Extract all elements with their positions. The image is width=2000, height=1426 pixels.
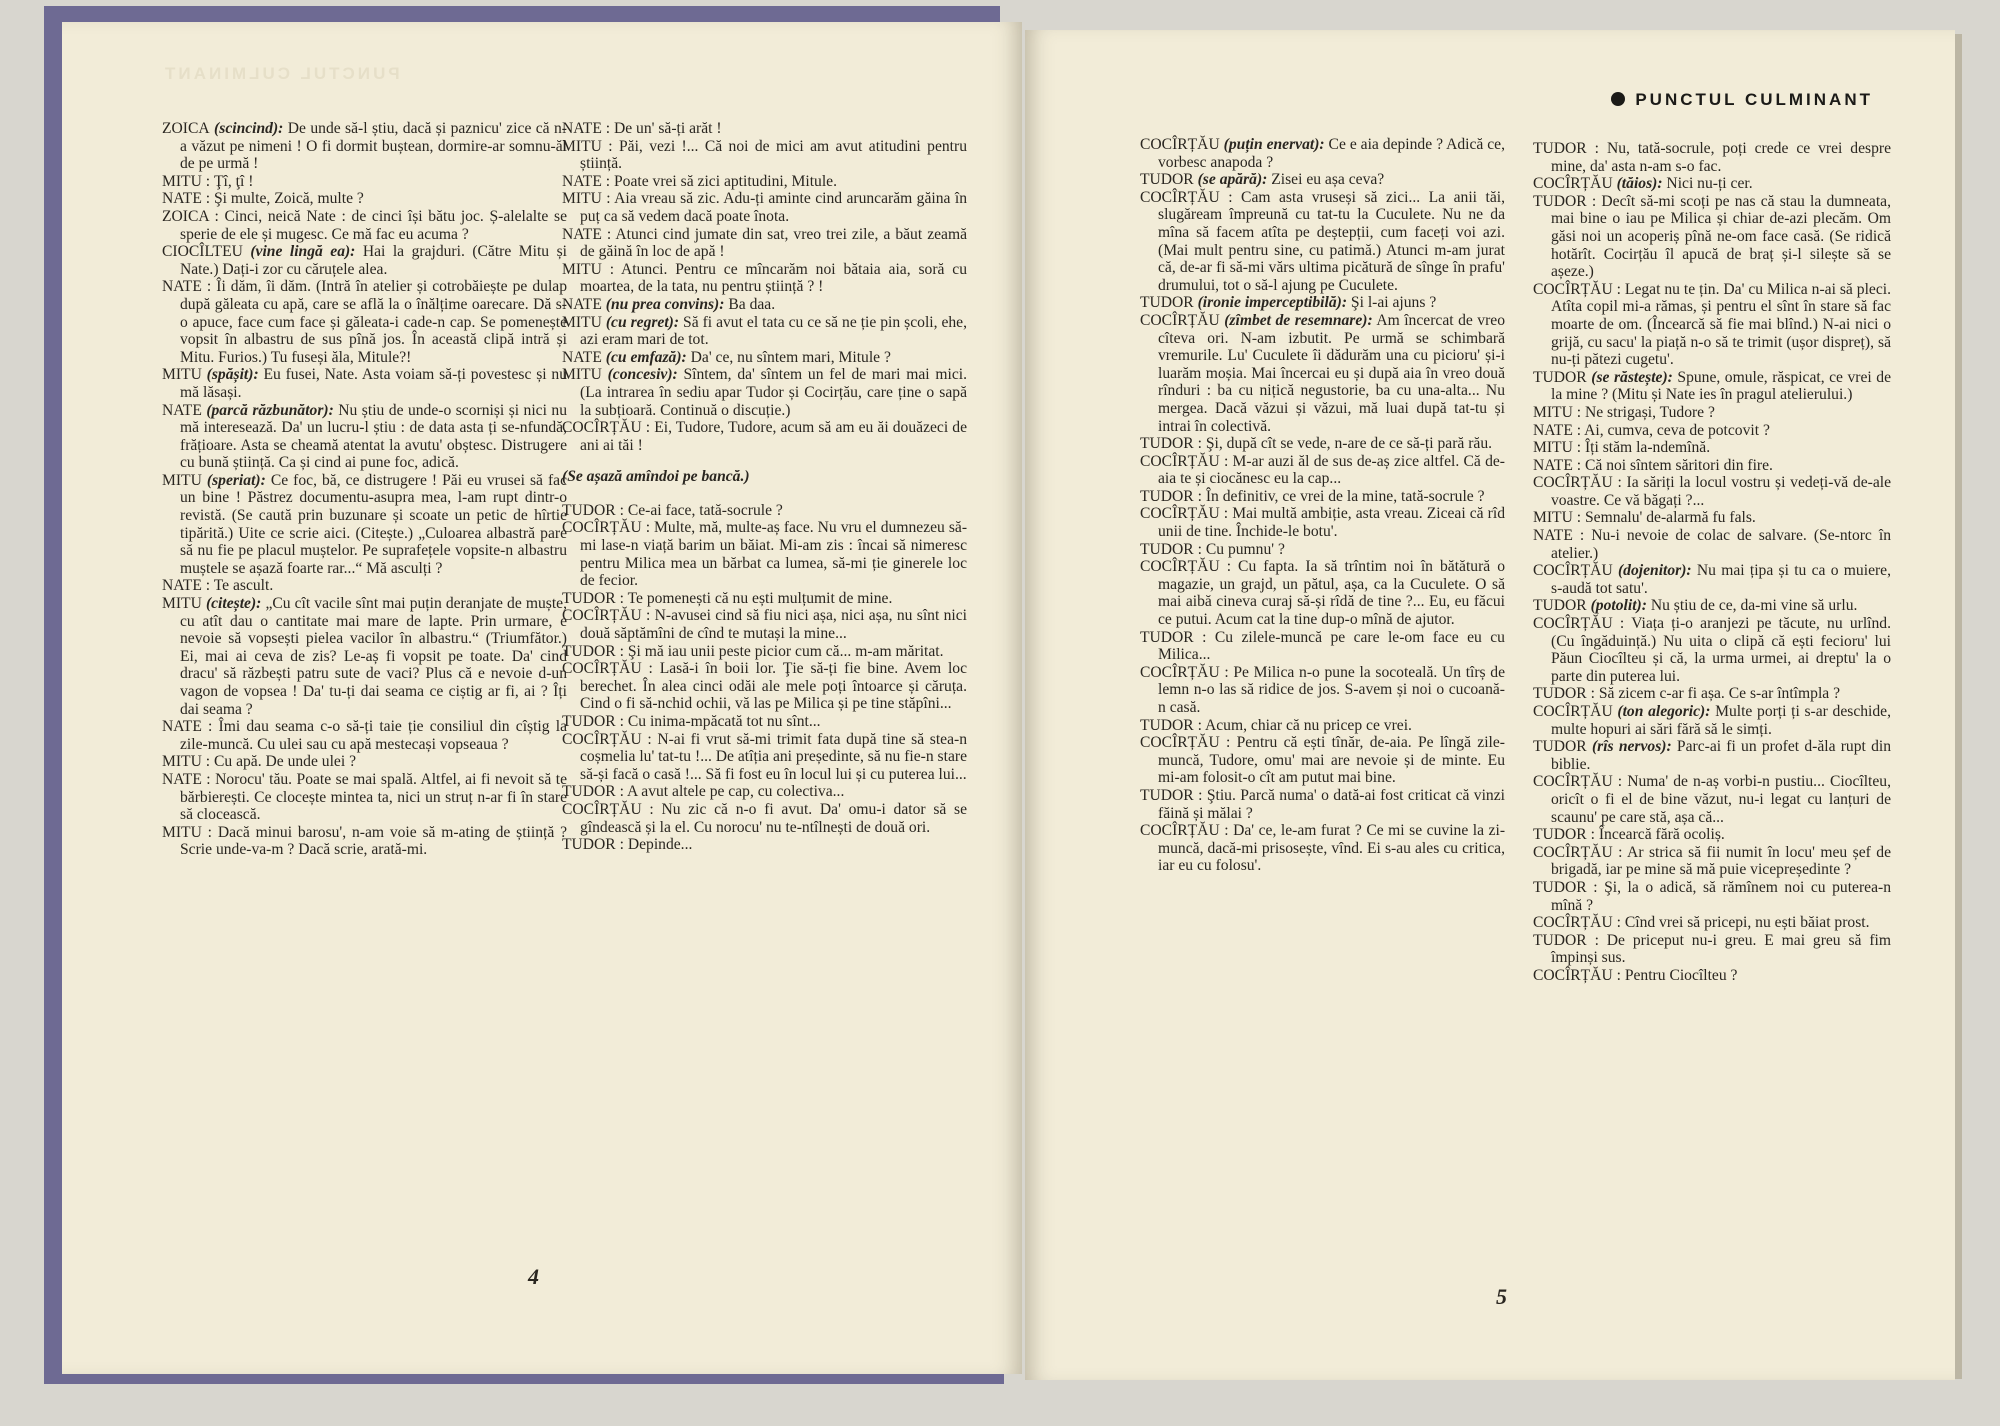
speaker-name: TUDOR : bbox=[1533, 931, 1599, 949]
dialogue-line bbox=[162, 771, 567, 824]
dialogue-line bbox=[562, 296, 967, 314]
dialogue-text: Aia vreau să zic. Adu-ți aminte cind aruncarăm găina în puț ca să vedem dacă poate înota. bbox=[580, 190, 968, 225]
dialogue-text: Numa' de n-aș vorbi-n pustiu... Ciocîlteu, oricît o fi el de bine văzut, nu-i legat cu lanțuri de scaunu' pe care stă, așa că... bbox=[1551, 773, 1892, 826]
speaker-name: COCÎRȚĂU bbox=[1140, 311, 1220, 329]
dialogue-text: Dacă minui barosu', n-am voie să m-ating de știință ? Scrie unde-va-m ? Dacă scrie, arată-mi. bbox=[180, 823, 567, 859]
dialogue-line bbox=[162, 753, 567, 771]
dialogue-line bbox=[1533, 281, 1891, 369]
dialogue-text: Semnalu' de-alarmă fu fals. bbox=[1581, 509, 1756, 527]
speaker-direction: (parcă răzbunător): bbox=[201, 401, 334, 419]
speaker-name: NATE : bbox=[162, 718, 213, 736]
dialogue-line bbox=[1533, 439, 1891, 457]
dialogue-text: Eu fusei, Nate. Asta voiam să-ți povestesc și nu mă lăsași. bbox=[180, 366, 568, 401]
column-3 bbox=[1140, 136, 1505, 875]
speaker-direction: (scincind): bbox=[209, 120, 284, 137]
dialogue-line bbox=[1533, 175, 1891, 193]
column-2 bbox=[562, 120, 967, 854]
dialogue-text: Păi, vezi !... Că noi de mici am avut atitudini pentru știință. bbox=[580, 137, 967, 173]
dialogue-text: Te ascult. bbox=[210, 577, 274, 595]
speaker-name: COCÎRȚĂU : bbox=[1533, 280, 1621, 298]
speaker-name: NATE : bbox=[162, 770, 211, 788]
speaker-name: TUDOR bbox=[1140, 171, 1194, 189]
speaker-name: COCÎRȚĂU : bbox=[1140, 822, 1229, 840]
dialogue-text: Cu zilele-muncă pe care le-om face eu cu Milica... bbox=[1158, 628, 1505, 664]
dialogue-text: Şi l-ai ajuns ? bbox=[1347, 294, 1437, 312]
dialogue-line bbox=[1140, 787, 1505, 822]
speaker-name: ZOICA : bbox=[162, 207, 219, 225]
dialogue-line bbox=[562, 314, 967, 349]
dialogue-text: Ei, Tudore, Tudore, acum să am eu ăi douăzeci de ani ai tăi ! bbox=[580, 419, 967, 454]
speaker-direction: (ton alegoric): bbox=[1612, 703, 1711, 720]
speaker-name: COCÎRȚĂU : bbox=[1140, 734, 1231, 752]
dialogue-line bbox=[162, 173, 567, 191]
dialogue-text: Nu mai țipa și tu ca o muiere, s-audă tot satu'. bbox=[1551, 562, 1891, 597]
dialogue-line bbox=[562, 801, 967, 836]
speaker-name: TUDOR : bbox=[562, 713, 624, 730]
dialogue-text: Îi dăm, îi dăm. (Intră în atelier și cotrobăiește pe dulap după găleata cu apă, care se află la o înălțime oarecare. Dă s-o apuce, face cum face și găleata-i cade-n cap. Se pomenește vopsit în albastru de sus pînă jos. În această clipă intră și Mitu. Furios.) Tu fuseși ăla, Mitule?! bbox=[180, 278, 568, 366]
dialogue-text: N-ai fi vrut să-mi trimit fata după tine să stea-n coșmelia lu' tat-tu !... De atîția ani președinte, să nu fie-n stare să-și facă o casă !... Să fi fost eu în locul lui și cu puterea lui... bbox=[580, 730, 968, 783]
dialogue-text: M-ar auzi ăl de sus de-aș zice altfel. Că de-aia te și ciocănesc eu la cap... bbox=[1158, 452, 1506, 488]
speaker-name: COCÎRȚĂU : bbox=[1140, 558, 1232, 576]
speaker-name: COCÎRȚĂU : bbox=[1533, 843, 1623, 861]
speaker-name: MITU bbox=[162, 471, 202, 489]
dialogue-line bbox=[162, 472, 567, 578]
dialogue-line bbox=[1533, 509, 1891, 527]
dialogue-text: Şi multe, Zoică, multe ? bbox=[210, 190, 364, 208]
speaker-direction: (dojenitor): bbox=[1612, 562, 1692, 580]
speaker-direction: (ironie imperceptibilă): bbox=[1193, 294, 1348, 312]
speaker-direction: (speriat): bbox=[201, 471, 266, 489]
dialogue-line bbox=[162, 577, 567, 595]
dialogue-text: Cu apă. De unde ulei ? bbox=[210, 753, 357, 771]
speaker-name: TUDOR : bbox=[1140, 786, 1203, 804]
dialogue-text: Şi mă iau unii peste picior cum că... m-am măritat. bbox=[623, 642, 944, 660]
dialogue-text: Îmi dau seama c-o să-ți taie ție consiliul din cîștig la zile-muncă. Cu ulei sau cu apă mestecași vopseaua ? bbox=[180, 718, 567, 753]
dialogue-text: Ce foc, bă, ce distrugere ! Păi eu vrusei să fac un bine ! Păstrez documentu-asupra mea, l-am rupt dintr-o revistă. (Se caută prin buzunare și scoate un petic de hîrtie tipărită.) Uite ce scrie aici. (Citește.) „Culoarea albastră pare să nu fie pe placul muștelor. Pe suprafețele vopsite-n albastru muștele se așază foarte rar...“ Mă asculți ? bbox=[180, 471, 568, 577]
dialogue-line bbox=[1533, 597, 1891, 615]
dialogue-text: Atunci cind jumate din sat, vreo trei zile, a băut zeamă de găină în loc de apă ! bbox=[580, 225, 968, 261]
speaker-name: MITU : bbox=[162, 823, 212, 841]
dialogue-line bbox=[562, 607, 967, 642]
left-page bbox=[62, 22, 1022, 1374]
dialogue-line bbox=[562, 731, 967, 784]
dialogue-line bbox=[162, 718, 567, 753]
speaker-name: TUDOR : bbox=[562, 501, 624, 519]
dialogue-text: Cu fapta. Ia să trîntim noi în bătătură o magazie, un grajd, un pătul, așa, ca la Cuculete. O să mai aibă cineva curaj să-și rîdă de tine ?... Eu, eu făcui ce putui. Acum cat la tine dup-o mînă de ajutor. bbox=[1158, 558, 1505, 629]
dialogue-text: Multe porți ți s-ar deschide, multe hopuri ai sări fără să le simți. bbox=[1551, 703, 1891, 738]
speaker-direction: (citește): bbox=[201, 595, 262, 613]
speaker-name: TUDOR : bbox=[1140, 628, 1207, 646]
speaker-name: NATE bbox=[162, 401, 202, 419]
speaker-name: NATE : bbox=[162, 577, 211, 595]
speaker-name: MITU : bbox=[562, 190, 611, 208]
dialogue-text: Hai la grajduri. (Către Mitu și Nate.) Dați-i zor cu căruțele alea. bbox=[180, 243, 567, 278]
speaker-name: MITU : bbox=[1533, 509, 1582, 527]
dialogue-line bbox=[1533, 738, 1891, 773]
speaker-name: TUDOR bbox=[1140, 294, 1194, 312]
dialogue-line bbox=[562, 643, 967, 661]
dialogue-line bbox=[1140, 189, 1505, 295]
speaker-name: TUDOR : bbox=[1140, 487, 1202, 505]
speaker-name: COCÎRȚĂU bbox=[1140, 136, 1220, 153]
dialogue-text: Ce-ai face, tată-socrule ? bbox=[623, 501, 783, 519]
speaker-name: NATE : bbox=[562, 225, 612, 243]
dialogue-line bbox=[162, 824, 567, 859]
running-header-title: PUNCTUL CULMINANT bbox=[1635, 90, 1873, 109]
dialogue-text: În definitiv, ce vrei de la mine, tată-socrule ? bbox=[1201, 487, 1485, 505]
speaker-name: COCÎRȚĂU : bbox=[1533, 966, 1621, 984]
dialogue-text: Poate vrei să zici aptitudini, Mitule. bbox=[610, 172, 838, 190]
dialogue-line bbox=[1140, 541, 1505, 559]
speaker-name: TUDOR : bbox=[562, 589, 624, 607]
dialogue-text: Şi, la o adică, să rămînem noi cu puterea-n mînă ? bbox=[1551, 878, 1891, 914]
speaker-direction: (vine lingă ea): bbox=[242, 243, 356, 261]
speaker-name: MITU bbox=[562, 313, 602, 331]
dialogue-line bbox=[162, 190, 567, 208]
speaker-name: COCÎRȚĂU : bbox=[562, 519, 651, 537]
dialogue-text: Da' ce, le-am furat ? Ce mi se cuvine la zi-muncă, dacă-mi prisosește, vînd. Ei s-au ales cu critica, iar eu cu folosu'. bbox=[1158, 822, 1506, 875]
dialogue-text: Şi, după cît se vede, n-are de ce să-ți pară rău. bbox=[1201, 435, 1493, 453]
dialogue-line bbox=[562, 226, 967, 261]
dialogue-text: Nu-i nevoie de colac de salvare. (Se-ntorc în atelier.) bbox=[1551, 527, 1892, 562]
bleed-through-header: PUNCTUL CULMINANT bbox=[162, 64, 400, 83]
dialogue-text: Ia săriți la locul vostru și vedeți-vă de-ale voastre. Ce vă băgați ?... bbox=[1551, 474, 1892, 509]
page-number-right: 5 bbox=[1496, 1284, 1507, 1309]
dialogue-text: Cam asta vruseși să zici... La anii tăi, slugăream împreună cu tat-tu la Cuculete. Nu ne da mîna să facem atîta pe deștepții, cum faceți voi azi. (Mai mult pentru sine, cu patimă.) Atunci m-am jurat că, de-ar fi să-mi vărs ultima picătură de sînge în prafu' drumului, tot o să-l ajung pe Cuculete. bbox=[1158, 188, 1505, 294]
book-cover-left bbox=[44, 6, 64, 1384]
speaker-name: TUDOR bbox=[1533, 597, 1587, 615]
dialogue-text: Cu inima-mpăcată tot nu sînt... bbox=[623, 713, 821, 730]
speaker-name: COCÎRȚĂU : bbox=[562, 419, 651, 437]
dialogue-line bbox=[1140, 664, 1505, 717]
dialogue-line bbox=[562, 502, 967, 520]
dialogue-line bbox=[1533, 685, 1891, 703]
dialogue-line bbox=[1140, 435, 1505, 453]
dialogue-line bbox=[1140, 505, 1505, 540]
dialogue-line bbox=[162, 366, 567, 401]
dialogue-line bbox=[562, 138, 967, 173]
dialogue-line bbox=[1533, 422, 1891, 440]
dialogue-text: Încearcă fără ocoliș. bbox=[1594, 826, 1725, 844]
speaker-name: COCÎRȚĂU : bbox=[1533, 914, 1621, 932]
dialogue-text: Că noi sîntem săritori din fire. bbox=[1581, 456, 1773, 474]
dialogue-line bbox=[562, 590, 967, 608]
speaker-name: COCÎRȚĂU : bbox=[1140, 663, 1229, 681]
speaker-name: TUDOR : bbox=[562, 783, 624, 801]
speaker-name: NATE : bbox=[162, 278, 212, 296]
speaker-direction: (cu emfază): bbox=[601, 348, 687, 366]
dialogue-line bbox=[562, 419, 967, 454]
dialogue-text: Parc-ai fi un profet d-ăla rupt din biblie. bbox=[1551, 738, 1892, 773]
speaker-name: CIOCÎLTEU bbox=[162, 243, 243, 261]
dialogue-text: Cu pumnu' ? bbox=[1201, 540, 1285, 558]
dialogue-line bbox=[1140, 136, 1505, 171]
speaker-direction: (tăios): bbox=[1612, 175, 1663, 193]
dialogue-text: Nici nu-ți cer. bbox=[1662, 175, 1753, 193]
dialogue-line bbox=[562, 519, 967, 589]
dialogue-text: Decît să-mi scoți pe nas că stau la dumneata, mai bine o iau pe Milica și chiar de-azi plecăm. Om găsi noi un acoperiș pînă ne-om face casă. (Se ridică hotărît. Cocirțău îl apucă de braț și-l silește să se așeze.) bbox=[1551, 192, 1891, 281]
speaker-name: COCÎRȚĂU bbox=[1533, 562, 1613, 580]
dialogue-line bbox=[1533, 474, 1891, 509]
dialogue-line bbox=[562, 783, 967, 801]
speaker-name: NATE : bbox=[162, 190, 211, 208]
dialogue-text: Depinde... bbox=[623, 836, 693, 854]
dialogue-line bbox=[1140, 822, 1505, 875]
dialogue-text: Ştiu. Parcă numa' o dată-ai fost criticat că vinzi făină și mălai ? bbox=[1158, 786, 1505, 822]
dialogue-line bbox=[1140, 717, 1505, 735]
dialogue-line bbox=[562, 190, 967, 225]
speaker-name: COCÎRȚĂU : bbox=[562, 660, 653, 678]
speaker-name: NATE : bbox=[1533, 527, 1585, 545]
speaker-name: COCÎRȚĂU : bbox=[1533, 615, 1625, 633]
dialogue-line bbox=[1533, 932, 1891, 967]
running-header bbox=[1611, 90, 1873, 110]
dialogue-text: Nu știu de unde-o scorniși și nici nu mă interesează. Da' un lucru-l știu : de data asta ți se-nfundă, frățioare. Asta se cheamă atentat la avutu' obștesc. Distrugere cu bună știință. Ca și cind ai pune foc, adică. bbox=[180, 401, 567, 472]
speaker-name: MITU : bbox=[562, 260, 615, 278]
dialogue-text: Pentru Ciocîlteu ? bbox=[1620, 966, 1738, 984]
speaker-name: TUDOR : bbox=[562, 836, 624, 854]
dialogue-line bbox=[1533, 773, 1891, 826]
speaker-direction: (se răstește): bbox=[1586, 368, 1673, 386]
dialogue-text: Ce e aia depinde ? Adică ce, vorbesc anapoda ? bbox=[1158, 136, 1505, 171]
speaker-name: MITU bbox=[162, 366, 202, 384]
speaker-name: TUDOR : bbox=[1533, 140, 1599, 157]
dialogue-text: Da' ce, nu sîntem mari, Mitule ? bbox=[686, 348, 891, 366]
dialogue-text: Ba daa. bbox=[724, 295, 776, 313]
dialogue-line bbox=[1140, 312, 1505, 435]
speaker-name: TUDOR : bbox=[1140, 716, 1202, 734]
dialogue-text: Nu știu de ce, da-mi vine să urlu. bbox=[1646, 597, 1858, 615]
speaker-name: TUDOR : bbox=[562, 642, 624, 660]
speaker-name: NATE bbox=[562, 348, 602, 366]
dialogue-text: „Cu cît vacile sînt mai puțin deranjate de muște, cu atît dau o cantitate mai mare de lapte. Prin urmare, e nevoie să vopsești pielea vacilor în albastru.“ (Triumfător.) Ei, mai ai ceva de zis? Le-aș fi vopsit pe toate. Da' cind dracu' să răzbești patru sute de vaci? Plus că e nevoie d-un vagon de vopsea ! Da' tu-ți dai seama ce ciștig ar fi, ai ? Îți dai seama ? bbox=[180, 595, 567, 718]
speaker-name: TUDOR : bbox=[1533, 878, 1598, 896]
dialogue-line bbox=[562, 173, 967, 191]
dialogue-text: Viața ți-o aranjezi pe tăcute, nu urlînd. (Cu îngăduință.) Nu uita o clipă că ești fecioru' lui Păun Ciocîlteu și că, la urma urmei, ai dreptu' la o parte din puterea lui. bbox=[1551, 615, 1892, 685]
dialogue-text: De un' să-ți arăt ! bbox=[610, 120, 722, 137]
dialogue-line bbox=[1533, 457, 1891, 475]
speaker-name: NATE : bbox=[562, 120, 611, 137]
dialogue-line bbox=[1533, 140, 1891, 175]
dialogue-text: Pentru că ești tînăr, de-aia. Pe lîngă zile-muncă, Tudore, omu' mai are nevoie și de minte. Eu mi-am folosit-o cît am putut mai bine. bbox=[1158, 734, 1505, 787]
dialogue-line bbox=[1533, 967, 1891, 985]
dialogue-text: N-avusei cind să fiu nici așa, nici așa, nu sînt nici două săptămîni de cînd te mutași la mine... bbox=[580, 607, 967, 643]
dialogue-text: Nu zic că n-o fi avut. Da' omu-i dator să se gîndească și la el. Cu norocu' nu te-ntîlnești de două ori. bbox=[580, 800, 968, 836]
dialogue-line bbox=[162, 278, 567, 366]
dialogue-line bbox=[1140, 171, 1505, 189]
page-number-left: 4 bbox=[528, 1264, 539, 1289]
speaker-name: NATE : bbox=[1533, 456, 1582, 474]
speaker-name: COCÎRȚĂU : bbox=[1533, 773, 1623, 791]
dialogue-line bbox=[1140, 558, 1505, 628]
speaker-name: COCÎRȚĂU : bbox=[1140, 505, 1229, 523]
dialogue-line bbox=[1140, 734, 1505, 787]
dialogue-text: Legat nu te țin. Da' cu Milica n-ai să pleci. Atîta copil mi-a rămas, și pentru el sînt în stare să fac moarte de om. (Încearcă să fie mai blînd.) N-ai nici o grijă, cu sacu' la piață n-o să te trimit (ușor dispreț), să nu-ți pătezi cugetu'. bbox=[1551, 280, 1891, 369]
dialogue-line bbox=[1533, 844, 1891, 879]
speaker-name: COCÎRȚĂU : bbox=[1140, 188, 1233, 206]
speaker-name: NATE bbox=[562, 295, 602, 313]
dialogue-text: Te pomenești că nu ești mulțumit de mine. bbox=[623, 589, 893, 607]
dialogue-text: Cinci, neică Nate : de cinci își bătu joc. Ș-alelalte se sperie de ele și mugesc. Ce mă fac eu acuma ? bbox=[180, 207, 567, 243]
dialogue-line bbox=[1533, 879, 1891, 914]
dialogue-line bbox=[562, 660, 967, 713]
bullet-icon bbox=[1611, 92, 1625, 106]
speaker-direction: (rîs nervos): bbox=[1586, 738, 1672, 756]
dialogue-text: Sîntem, da' sîntem un fel de mari mai mici. (La intrarea în sediu apar Tudor și Cocirțău, care ține o sapă la subțioară. Continuă o discuție.) bbox=[580, 366, 967, 419]
speaker-name: TUDOR bbox=[1533, 368, 1587, 386]
dialogue-text: Ţî, ţî ! bbox=[210, 172, 254, 190]
speaker-direction: (potolit): bbox=[1586, 597, 1647, 615]
dialogue-line bbox=[162, 208, 567, 243]
dialogue-text: Să zicem c-ar fi așa. Ce s-ar întîmpla ? bbox=[1594, 685, 1841, 703]
dialogue-line bbox=[162, 120, 567, 173]
speaker-name: COCÎRȚĂU : bbox=[562, 800, 654, 818]
dialogue-text: De priceput nu-i greu. E mai greu să fim împinși sus. bbox=[1551, 931, 1891, 967]
speaker-name: MITU bbox=[162, 595, 202, 613]
dialogue-text: Lasă-i în boii lor. Ţie să-ți fie bine. Avem loc berechet. În alea cinci odăi ale mele poți întoarce și căruța. Cind o fi să-nchid ochii, vă las pe Milica și pe tine stăpîni... bbox=[580, 660, 968, 713]
dialogue-text: Spune, omule, răspicat, ce vrei de la mine ? (Mitu și Nate ies în pragul atelierului.) bbox=[1551, 368, 1891, 404]
dialogue-text: Nu, tată-socrule, poți crede ce vrei despre mine, da' asta n-am s-o fac. bbox=[1551, 140, 1891, 175]
dialogue-line bbox=[562, 261, 967, 296]
dialogue-text: De unde să-l știu, dacă și paznicu' zice că n-a văzut pe nimeni ! O fi dormit buștean, dormire-ar somnu-ăl de pe urmă ! bbox=[180, 120, 567, 173]
dialogue-text: Ne strigași, Tudore ? bbox=[1581, 403, 1715, 421]
speaker-name: MITU : bbox=[562, 137, 613, 155]
dialogue-line bbox=[1140, 629, 1505, 664]
speaker-name: MITU : bbox=[162, 753, 211, 771]
dialogue-line bbox=[162, 243, 567, 278]
dialogue-text: Să fi avut el tata cu ce să ne ție pin școli, ehe, azi eram mari de tot. bbox=[580, 313, 968, 349]
speaker-name: TUDOR : bbox=[1140, 435, 1202, 453]
speaker-direction: (spășit): bbox=[201, 366, 259, 384]
dialogue-text: Îți stăm la-ndemînă. bbox=[1581, 439, 1711, 457]
dialogue-line bbox=[1533, 527, 1891, 562]
speaker-name: COCÎRȚĂU : bbox=[562, 607, 651, 625]
speaker-name: TUDOR : bbox=[1533, 826, 1595, 844]
dialogue-line bbox=[162, 402, 567, 472]
dialogue-line bbox=[1533, 703, 1891, 738]
speaker-name: TUDOR : bbox=[1533, 685, 1595, 703]
speaker-direction: (se apără): bbox=[1193, 171, 1268, 189]
dialogue-line bbox=[562, 349, 967, 367]
column-1 bbox=[162, 120, 567, 859]
speaker-name: NATE : bbox=[1533, 421, 1582, 439]
dialogue-line bbox=[1140, 294, 1505, 312]
right-page bbox=[1025, 30, 1955, 1380]
column-4 bbox=[1533, 140, 1891, 985]
dialogue-line bbox=[1533, 914, 1891, 932]
dialogue-line bbox=[562, 836, 967, 854]
dialogue-line bbox=[1533, 193, 1891, 281]
speaker-direction: (puțin enervat): bbox=[1219, 136, 1325, 153]
dialogue-line bbox=[1533, 404, 1891, 422]
dialogue-text: Multe, mă, multe-aș face. Nu vru el dumnezeu să-mi lase-n viață barim un băiat. Mi-am zis : încai să nimeresc pentru Milica mea un bărbat ca lumea, să-mi ție ginerele loc de fecior. bbox=[580, 519, 968, 590]
stage-direction: (Se așază amîndoi pe bancă.) bbox=[562, 468, 750, 486]
speaker-name: ZOICA bbox=[162, 120, 210, 137]
speaker-name: NATE : bbox=[562, 172, 611, 190]
dialogue-line bbox=[1533, 615, 1891, 685]
speaker-name: MITU : bbox=[1533, 439, 1582, 457]
dialogue-text: Acum, chiar că nu pricep ce vrei. bbox=[1201, 716, 1412, 734]
speaker-direction: (zîmbet de resemnare): bbox=[1219, 311, 1373, 329]
speaker-direction: (nu prea convins): bbox=[601, 295, 725, 313]
speaker-name: MITU : bbox=[162, 172, 211, 190]
dialogue-text: Mai multă ambiție, asta vreau. Ziceai că rîd unii de tine. Închide-le botu'. bbox=[1158, 505, 1505, 541]
speaker-name: COCÎRȚĂU : bbox=[1533, 474, 1622, 492]
speaker-name: TUDOR : bbox=[1533, 192, 1597, 210]
speaker-name: TUDOR bbox=[1533, 738, 1587, 756]
speaker-name: COCÎRȚĂU : bbox=[1140, 452, 1229, 470]
speaker-name: TUDOR : bbox=[1140, 540, 1202, 558]
dialogue-line bbox=[1533, 826, 1891, 844]
dialogue-line bbox=[562, 366, 967, 419]
dialogue-text: Cînd vrei să pricepi, nu ești băiat prost. bbox=[1620, 914, 1870, 932]
dialogue-line bbox=[1140, 488, 1505, 506]
dialogue-text: Ar strica să fii numit în locu' meu șef de brigadă, iar pe mine să mă puie vicepreședinte ? bbox=[1551, 843, 1891, 879]
speaker-direction: (cu regret): bbox=[601, 313, 680, 331]
dialogue-text: Atunci. Pentru ce mîncarăm noi bătaia aia, soră cu moartea, de la tata, nu pentru știință ? ! bbox=[580, 260, 967, 296]
dialogue-text: Pe Milica n-o pune la socoteală. Un tîrș de lemn n-o las să ridice de jos. S-avem și noi o cucoană-n casă. bbox=[1158, 663, 1506, 716]
dialogue-line bbox=[562, 120, 967, 138]
dialogue-text: Norocu' tău. Poate se mai spală. Altfel, ai fi nevoit să te bărbierești. Ce clocește mintea ta, nici un struț n-ar fi în stare să clocească. bbox=[180, 770, 568, 824]
dialogue-text: Am încercat de vreo cîteva ori. N-am izbutit. Pe urmă se schimbară vremurile. Lu' Cuculete îi dădurăm una cu picioru' și-i luarăm moșia. Mai încercai eu și după aia în vreo două rînduri : ba cu nițică negustorie, ba cu una-alta... Nu mergea. Dacă văzui și văzui, mă luai după tat-tu și intrai în colectivă. bbox=[1158, 311, 1506, 435]
dialogue-text: Ai, cumva, ceva de potcovit ? bbox=[1581, 421, 1770, 439]
dialogue-line bbox=[1533, 562, 1891, 597]
speaker-name: MITU bbox=[562, 366, 602, 384]
dialogue-line bbox=[1140, 453, 1505, 488]
dialogue-text: A avut altele pe cap, cu colectiva... bbox=[623, 783, 845, 801]
dialogue-line bbox=[562, 713, 967, 731]
speaker-direction: (concesiv): bbox=[601, 366, 678, 384]
speaker-name: MITU : bbox=[1533, 403, 1582, 421]
dialogue-line bbox=[1533, 369, 1891, 404]
speaker-name: COCÎRȚĂU : bbox=[562, 730, 652, 748]
speaker-name: COCÎRȚĂU bbox=[1533, 703, 1613, 720]
dialogue-text: Zisei eu așa ceva? bbox=[1267, 171, 1385, 189]
dialogue-line bbox=[162, 595, 567, 718]
speaker-name: COCÎRȚĂU bbox=[1533, 175, 1613, 193]
